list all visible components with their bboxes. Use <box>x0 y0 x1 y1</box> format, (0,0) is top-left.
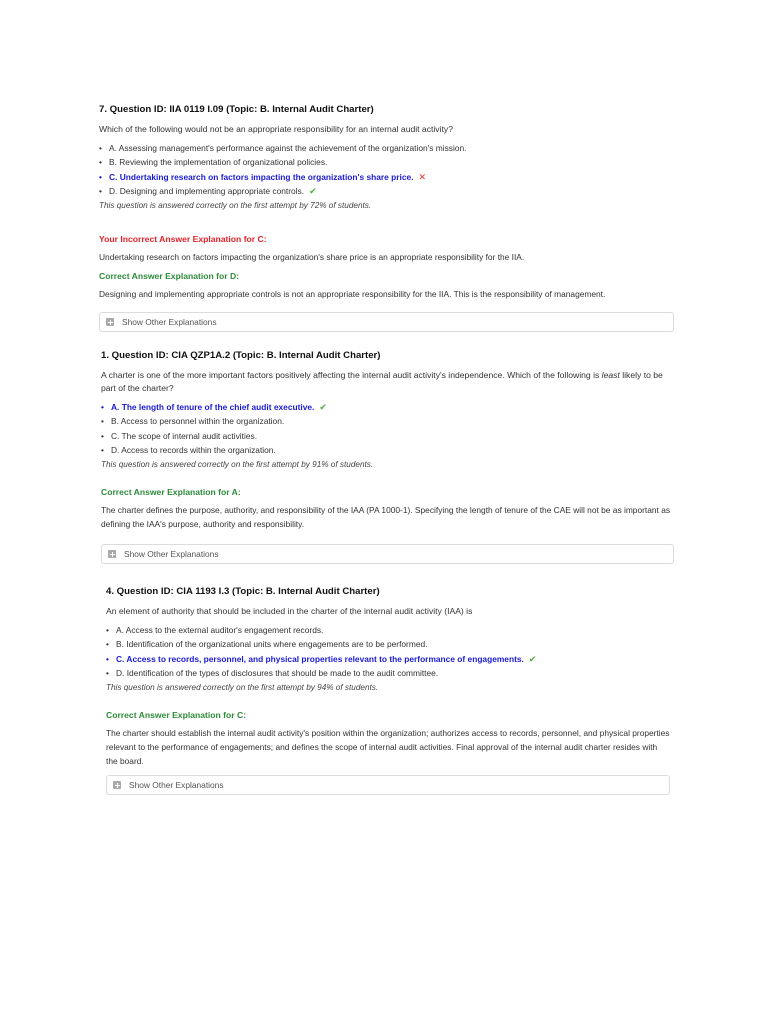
question-block-7 <box>99 104 674 301</box>
question-title: 1. Question ID: CIA QZP1A.2 (Topic: B. Internal Audit Charter) <box>101 350 381 361</box>
correct-explanation-heading: Correct Answer Explanation for A: <box>101 486 241 497</box>
answer-options <box>106 623 670 681</box>
incorrect-explanation-text: Undertaking research on factors impacting the organization's share price is an appropriate responsibility for the IIA. <box>99 251 525 262</box>
question-block-1 <box>101 350 674 531</box>
option-a[interactable] <box>99 141 674 155</box>
answer-options <box>101 400 674 458</box>
show-other-label: Show Other Explanations <box>124 549 219 559</box>
show-other-explanations-button[interactable] <box>106 775 670 795</box>
option-b[interactable] <box>106 637 670 651</box>
incorrect-explanation-heading: Your Incorrect Answer Explanation for C: <box>99 233 267 244</box>
answer-stat: This question is answered correctly on the first attempt by 72% of students. <box>99 200 372 210</box>
option-b[interactable] <box>99 155 674 169</box>
plus-icon <box>106 318 114 326</box>
check-icon: ✔ <box>319 402 327 412</box>
option-a[interactable] <box>106 623 670 637</box>
plus-icon <box>113 781 121 789</box>
question-text: Which of the following would not be an appropriate responsibility for an internal audit activity? <box>99 124 453 134</box>
option-label: C. Access to records, personnel, and physical properties relevant to the performance of engagements. <box>116 653 524 664</box>
option-b[interactable] <box>101 414 674 428</box>
option-c[interactable] <box>99 170 674 184</box>
option-d[interactable] <box>99 184 674 198</box>
correct-explanation-heading: Correct Answer Explanation for D: <box>99 270 240 281</box>
check-icon: ✔ <box>528 653 537 664</box>
option-a[interactable] <box>101 400 674 414</box>
answer-options <box>99 141 674 199</box>
option-label: C. Undertaking research on factors impacting the organization's share price. <box>109 171 414 182</box>
correct-explanation-text: Designing and implementing appropriate controls is not an appropriate responsibility for the IIA. This is the responsibility of management. <box>99 288 606 299</box>
option-c[interactable] <box>101 429 674 443</box>
answer-stat: This question is answered correctly on the first attempt by 94% of students. <box>106 682 379 692</box>
check-icon: ✔ <box>309 186 317 197</box>
option-label: B. Access to personnel within the organization. <box>111 416 285 427</box>
question-text: An element of authority that should be included in the charter of the internal audit activity (IAA) is <box>106 606 473 616</box>
show-other-label: Show Other Explanations <box>129 780 224 790</box>
correct-explanation-text: The charter should establish the internal audit activity's position within the organization; authorizes access to records, personnel, and physical properties relevant to the performance of engagements; and defines the scope of internal audit activities. Final approval of the internal audit charter resides with the board. <box>106 727 670 766</box>
correct-explanation-text: The charter defines the purpose, authority, and responsibility of the IAA (PA 1000-1). Specifying the length of tenure of the CAE will not be as important as defining the IAA's purpose, authority and responsibility. <box>101 504 671 529</box>
option-label: B. Identification of the organizational units where engagements are to be performed. <box>116 639 428 650</box>
option-d[interactable] <box>101 443 674 457</box>
option-label: C. The scope of internal audit activities. <box>111 430 258 441</box>
plus-icon <box>108 550 116 558</box>
question-text: A charter is one of the more important factors positively affecting the internal audit activity's independence. Which of the following is least likely to be part of the charter? <box>101 370 663 393</box>
option-label: A. Assessing management's performance against the achievement of the organization's mission. <box>109 143 467 153</box>
question-title: 7. Question ID: IIA 0119 I.09 (Topic: B. Internal Audit Charter) <box>99 104 374 115</box>
option-c[interactable] <box>106 652 670 666</box>
option-label: A. Access to the external auditor's engagement records. <box>116 625 324 635</box>
show-other-explanations-button[interactable] <box>101 544 674 564</box>
option-label: D. Access to records within the organization. <box>111 445 276 456</box>
show-other-label: Show Other Explanations <box>122 317 217 327</box>
option-d[interactable] <box>106 666 670 680</box>
option-label: D. Identification of the types of disclosures that should be made to the audit committee. <box>116 668 439 679</box>
correct-explanation-heading: Correct Answer Explanation for C: <box>106 709 247 720</box>
question-block-4 <box>106 586 670 768</box>
show-other-explanations-button[interactable] <box>99 312 674 332</box>
option-label: D. Designing and implementing appropriate controls. <box>109 186 305 197</box>
answer-stat: This question is answered correctly on the first attempt by 91% of students. <box>101 459 374 469</box>
question-title: 4. Question ID: CIA 1193 I.3 (Topic: B. Internal Audit Charter) <box>106 586 380 597</box>
cross-icon: ✕ <box>418 171 427 182</box>
option-label: B. Reviewing the implementation of organizational policies. <box>109 157 328 168</box>
option-label: A. The length of tenure of the chief audit executive. <box>111 402 315 412</box>
